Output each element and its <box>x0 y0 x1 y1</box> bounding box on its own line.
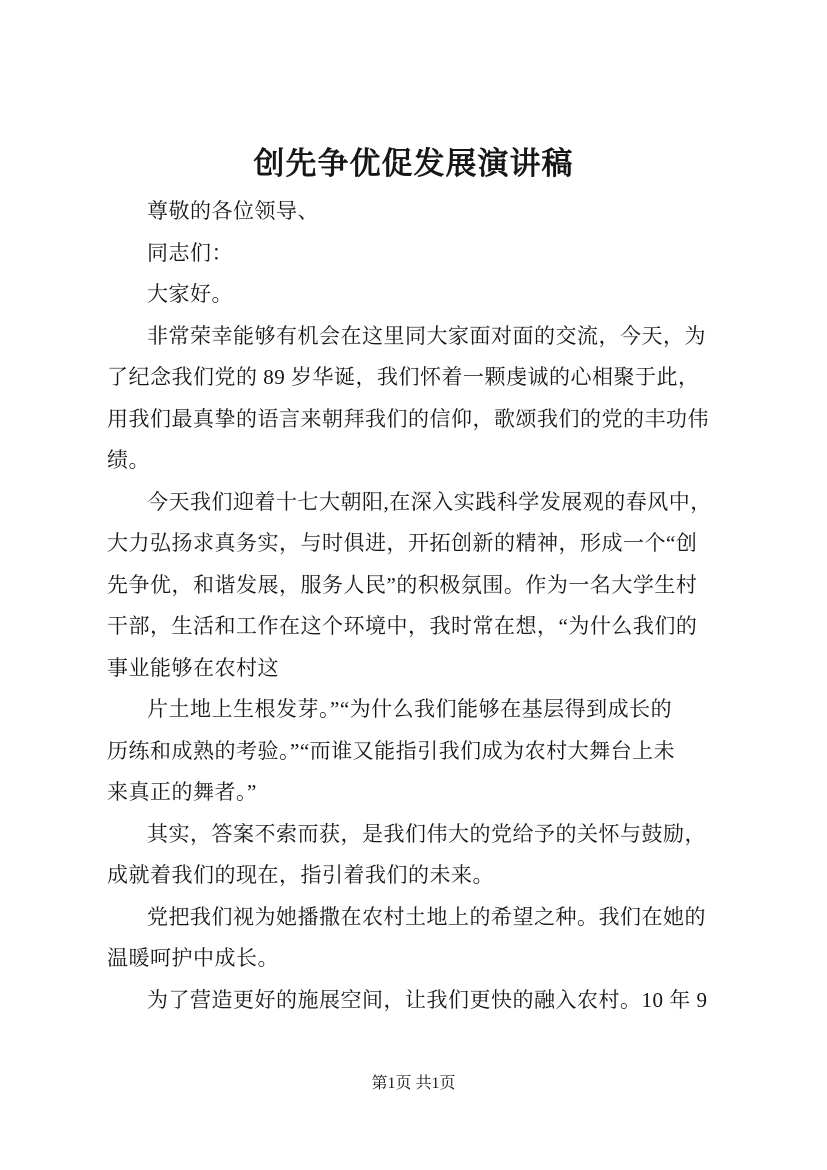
text-line: 成就着我们的现在，指引着我们的未来。 <box>107 863 494 887</box>
paragraph <box>107 897 732 980</box>
paragraph <box>107 482 732 690</box>
text-line: 党把我们视为她播撒在农村土地上的希望之种。我们在她的 <box>147 904 706 929</box>
text-line: 其实，答案不索而获，是我们伟大的党给予的关怀与鼓励， <box>147 821 706 846</box>
document-body <box>107 191 732 1021</box>
paragraph <box>107 233 732 275</box>
text-line: 今天我们迎着十七大朝阳,在深入实践科学发展观的春风中， <box>147 489 712 514</box>
paragraph <box>107 980 732 1022</box>
text-line: 大力弘扬求真务实，与时俱进，开拓创新的精神，形成一个“创 <box>107 531 698 555</box>
text-line: 来真正的舞者。” <box>107 780 257 804</box>
page-footer <box>0 1072 827 1096</box>
text-line: 大家好。 <box>147 282 233 306</box>
paragraph <box>107 689 732 814</box>
paragraph <box>107 191 732 233</box>
text-line: 片土地上生根发芽。”“为什么我们能够在基层得到成长的 <box>147 697 673 721</box>
text-line: 为了营造更好的施展空间，让我们更快的融入农村。10 年 9 <box>147 987 708 1012</box>
text-line: 历练和成熟的考验。”“而谁又能指引我们成为农村大舞台上未 <box>107 738 676 763</box>
text-line: 用我们最真挚的语言来朝拜我们的信仰，歌颂我们的党的丰功伟 <box>107 406 709 431</box>
text-line: 干部，生活和工作在这个环境中，我时常在想，“为什么我们的 <box>107 614 698 638</box>
text-line: 非常荣幸能够有机会在这里同大家面对面的交流，今天，为 <box>147 323 706 348</box>
text-line: 了纪念我们党的 89 岁华诞，我们怀着一颗虔诚的心相聚于此， <box>107 365 700 389</box>
page-number-label: 第1页 共1页 <box>371 1075 456 1092</box>
paragraph <box>107 814 732 897</box>
text-line: 先争优，和谐发展，服务人民”的积极氛围。作为一名大学生村 <box>107 572 698 597</box>
text-line: 尊敬的各位领导、 <box>147 199 319 223</box>
text-line: 绩。 <box>107 448 150 472</box>
paragraph <box>107 316 732 482</box>
text-line: 温暖呵护中成长。 <box>107 946 279 970</box>
paragraph <box>107 274 732 316</box>
document-title: 创先争优促发展演讲稿 <box>253 146 574 181</box>
text-line: 同志们： <box>147 240 233 265</box>
text-line: 事业能够在农村这 <box>107 655 279 680</box>
